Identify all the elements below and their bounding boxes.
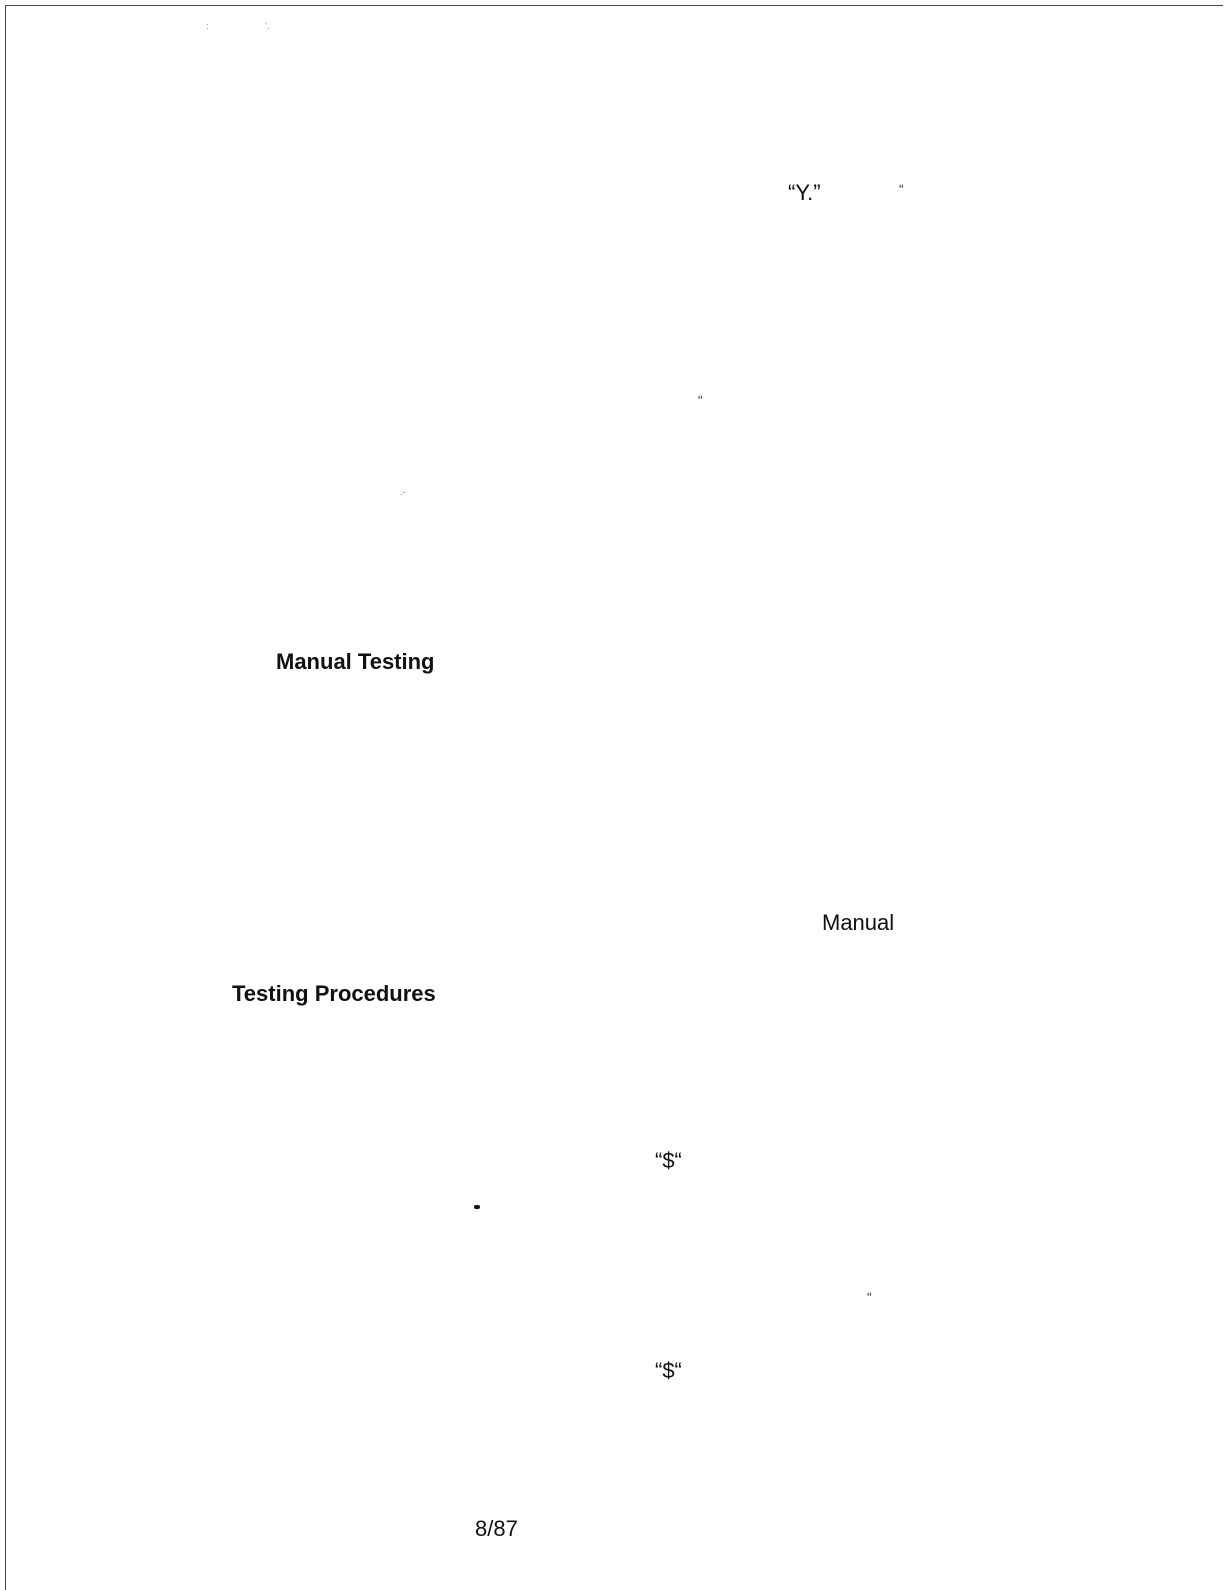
ink-blot: [474, 1205, 480, 1209]
section-heading-testing-procedures: Testing Procedures: [232, 981, 436, 1006]
manual-text-fragment: Manual: [822, 910, 895, 935]
quote-mark-fragment: “: [698, 392, 703, 408]
dollar-quote-fragment: “$“: [655, 1148, 682, 1173]
scan-speck: .-: [400, 487, 406, 497]
section-heading-manual-testing: Manual Testing: [276, 649, 435, 674]
quote-mark-fragment: “: [867, 1289, 872, 1305]
page-number: 8/87: [475, 1516, 518, 1541]
scan-speck: ‘.: [265, 21, 270, 31]
left-border-rule: [5, 5, 6, 1590]
quoted-y-fragment: “Y.”: [788, 180, 821, 205]
top-border-rule: [5, 5, 1223, 6]
dollar-quote-fragment: “$“: [655, 1358, 682, 1383]
quote-mark-fragment: “: [899, 181, 904, 197]
scan-speck: :: [206, 21, 209, 31]
